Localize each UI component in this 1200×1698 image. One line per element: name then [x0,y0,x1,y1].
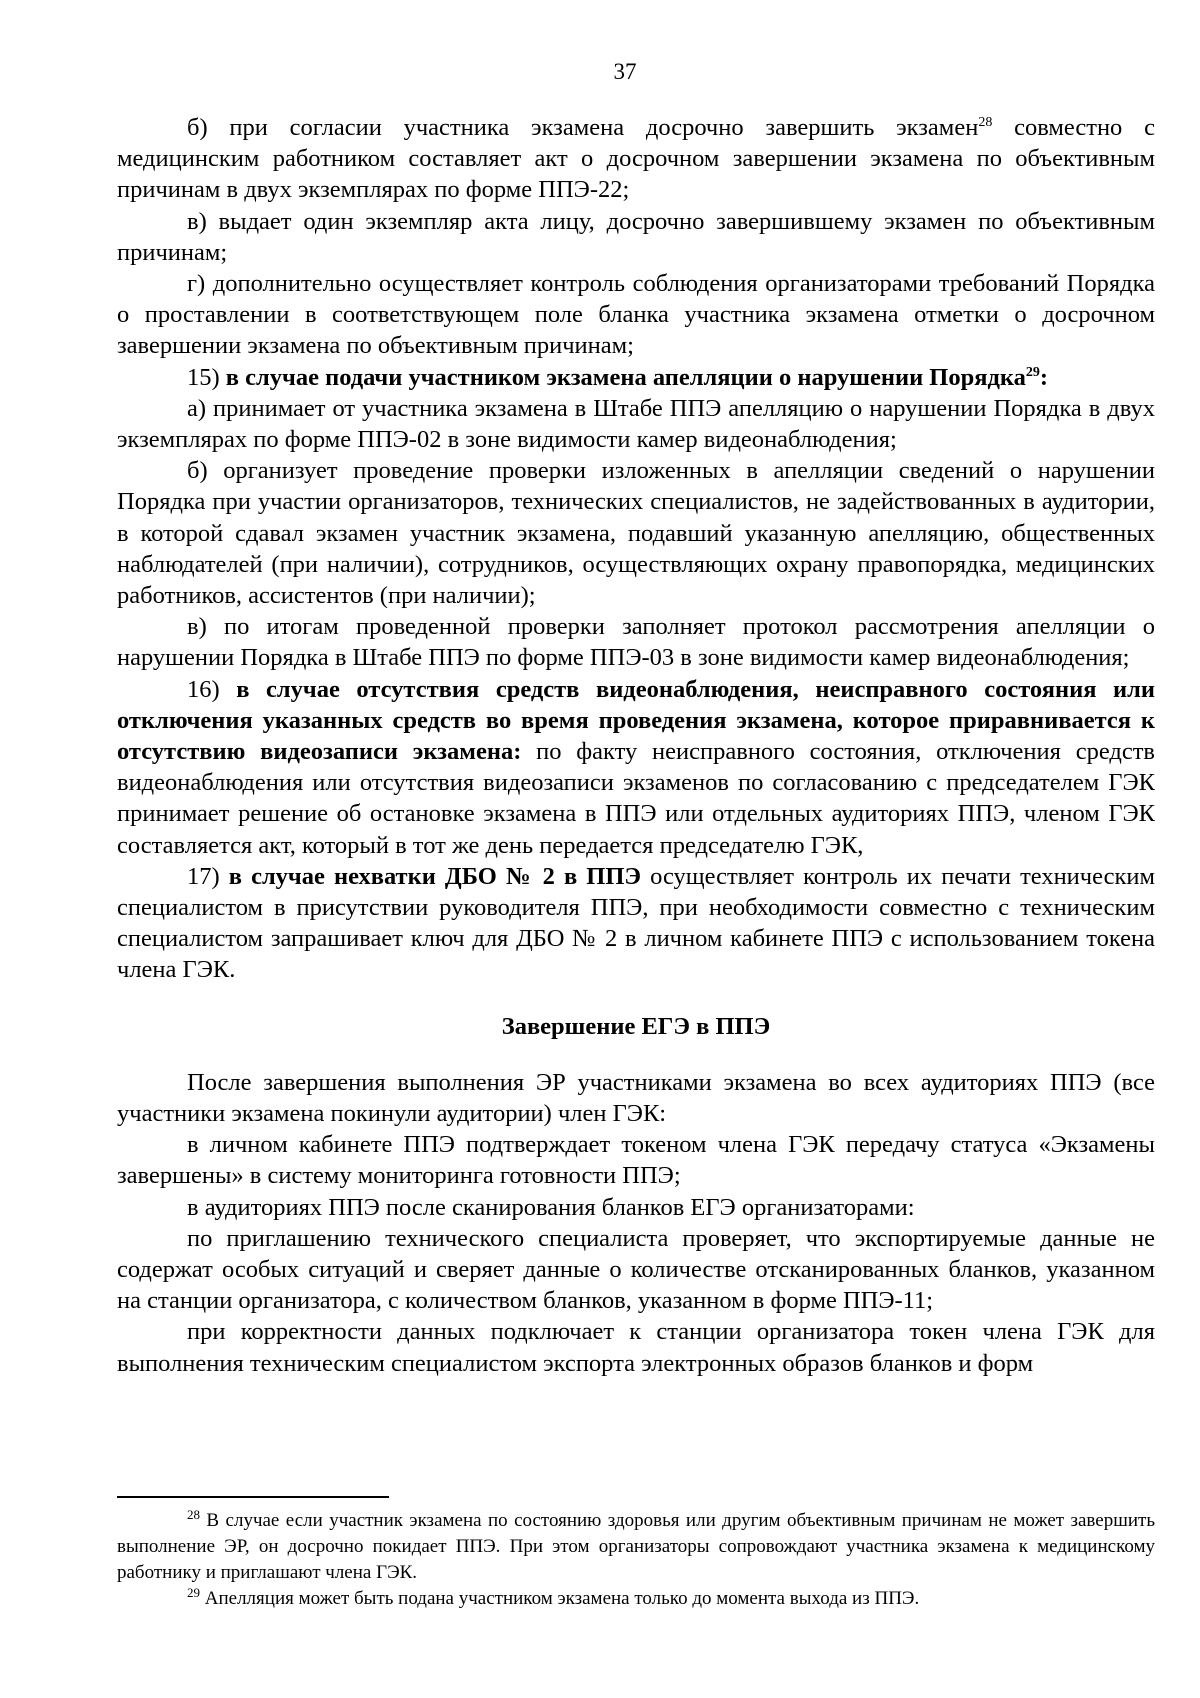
item-bold-text: в случае нехватки ДБО № 2 в ППЭ [228,862,641,890]
item-bold-text: : [1039,363,1049,391]
paragraph-item-15 [117,362,1155,393]
item-number: 17) [187,862,229,890]
item-number: 15) [187,363,226,391]
footnote-ref-29: 29 [1025,364,1040,380]
paragraph: После завершения выполнения ЭР участниками экзамена во всех аудиториях ППЭ (все участники экзамена покинули аудитории) член ГЭК: [117,1068,1155,1127]
footnote-ref-28: 28 [978,115,993,130]
main-text [117,112,1155,1379]
footnote [117,1508,1155,1586]
section-heading: Завершение ЕГЭ в ППЭ [501,1012,771,1040]
paragraph: а) принимает от участника экзамена в Штабе ППЭ апелляцию о нарушении Порядка в двух экземплярах по форме ППЭ-02 в зоне видимости камер видеонаблюдения; [117,394,1155,454]
footnote [117,1586,1155,1612]
footnote-number: 28 [187,1507,200,1522]
paragraph-text: по факту неисправного состояния, отключения средств видеонаблюдения или отсутствия видеозаписи экзаменов по согласованию с председателем ГЭК принимает решение об остановке экзамена в ППЭ или отдельных аудиториях ППЭ, членом ГЭК составляется акт, который в тот же день передается председателю ГЭК, [117,738,1155,859]
footnote-number: 29 [187,1585,200,1600]
paragraph [117,112,1155,206]
item-bold-text: в случае подачи участником экзамена апелляции о нарушении Порядка [225,363,1026,391]
paragraph: г) дополнительно осуществляет контроль соблюдения организаторами требований Порядка о проставлении в соответствующем поле бланка участника экзамена отметки о досрочном завершении экзамена по объективным причинам; [117,270,1155,360]
paragraph-item-16 [117,674,1155,861]
paragraph: по приглашению технического специалиста проверяет, что экспортируемые данные не содержат особых ситуаций и сверяет данные о количестве отсканированных бланков, указанном на станции организатора, с количеством бланков, указанном в форме ППЭ-11; [117,1224,1155,1315]
paragraph-text: б) при согласии участника экзамена досрочно завершить экзамен [187,114,979,141]
footnote-text: В случае если участник экзамена по состоянию здоровья или другим объективным причинам не может завершить выполнение ЭР, он досрочно покидает ППЭ. При этом организаторы сопровождают участника экзамена к медицинскому работнику и приглашают члена ГЭК. [117,1510,1155,1583]
page-number: 37 [613,59,637,84]
item-bold-text: в случае отсутствия средств видеонаблюдения, неисправного состояния или отключения указанных средств во время проведения экзамена, которое приравнивается к отсутствию видеозаписи экзамена: [117,675,1155,766]
footnote-text: Апелляция может быть подана участником экзамена только до момента выхода из ППЭ. [200,1588,920,1609]
footnotes [117,1508,1155,1612]
paragraph: в личном кабинете ППЭ подтверждает токеном члена ГЭК передачу статуса «Экзамены завершены» в систему мониторинга готовности ППЭ; [117,1131,1155,1190]
paragraph: в) по итогам проведенной проверки заполняет протокол рассмотрения апелляции о нарушении Порядка в Штабе ППЭ по форме ППЭ-03 в зоне видимости камер видеонаблюдения; [117,613,1155,672]
paragraph: б) организует проведение проверки изложенных в апелляции сведений о нарушении Порядка при участии организаторов, технических специалистов, не задействованных в аудитории, в которой сдавал экзамен участник экзамена, подавший указанную апелляцию, общественных наблюдателей (при наличии), сотрудников, осуществляющих охрану правопорядка, медицинских работников, ассистентов (при наличии); [117,457,1155,610]
item-number: 16) [187,675,237,703]
footnote-separator [117,1496,389,1498]
paragraph: в аудиториях ППЭ после сканирования бланков ЕГЭ организаторами: [187,1193,915,1221]
paragraph: в) выдает один экземпляр акта лицу, досрочно завершившему экзамен по объективным причинам; [117,207,1155,266]
paragraph-item-17 [117,861,1155,986]
paragraph-text: совместно с медицинским работником составляет акт о досрочном завершении экзамена по объективным причинам в двух экземплярах по форме ППЭ-22; [117,114,1155,204]
paragraph: при корректности данных подключает к станции организатора токен члена ГЭК для выполнения техническим специалистом экспорта электронных образов бланков и форм [117,1318,1155,1377]
paragraph-text: осуществляет контроль их печати техническим специалистом в присутствии руководителя ППЭ, при необходимости совместно с техническим специалистом запрашивает ключ для ДБО № 2 в личном кабинете ППЭ с использованием токена члена ГЭК. [117,862,1155,984]
